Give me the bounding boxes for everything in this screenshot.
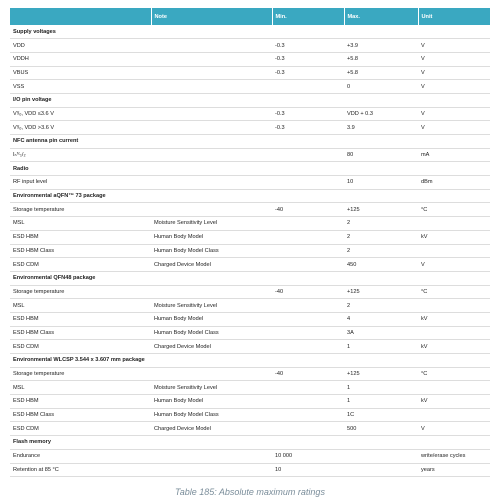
table-cell: °C (418, 367, 490, 381)
table-cell (272, 148, 344, 162)
table-cell (272, 395, 344, 409)
table-cell: VDD + 0.3 (344, 107, 418, 121)
table-cell: 450 (344, 258, 418, 272)
table-cell (151, 52, 272, 66)
table-cell: 10 (344, 176, 418, 190)
table-cell: 1C (344, 408, 418, 422)
table-cell: ESD HBM Class (10, 244, 151, 258)
table-cell (272, 244, 344, 258)
table-cell: V (418, 80, 490, 94)
section-title: NFC antenna pin current (10, 135, 490, 149)
table-cell: Human Body Model Class (151, 326, 272, 340)
table-row (10, 312, 490, 326)
section-header-row (10, 436, 490, 450)
table-row (10, 107, 490, 121)
table-cell (272, 230, 344, 244)
table-cell: ESD CDM (10, 340, 151, 354)
table-header (10, 8, 490, 25)
table-cell: V (418, 258, 490, 272)
section-title: Environmental QFN48 package (10, 271, 490, 285)
table-cell: V (418, 107, 490, 121)
table-cell: Storage temperature (10, 367, 151, 381)
table-cell: Endurance (10, 449, 151, 463)
table-cell: Charged Device Model (151, 422, 272, 436)
section-title: Environmental WLCSP 3.544 x 3.607 mm package (10, 354, 490, 368)
table-row (10, 230, 490, 244)
table-cell: 10 (272, 463, 344, 477)
table-caption: Table 185: Absolute maximum ratings (175, 487, 325, 497)
table-cell: -0.3 (272, 66, 344, 80)
table-row (10, 367, 490, 381)
table-cell (151, 176, 272, 190)
table-cell: V (418, 422, 490, 436)
table-cell (151, 203, 272, 217)
header-cell: Max. (344, 8, 418, 25)
section-title: Supply voltages (10, 25, 490, 39)
table-cell: Charged Device Model (151, 340, 272, 354)
table-cell (272, 408, 344, 422)
table-cell: 2 (344, 299, 418, 313)
table-cell (272, 340, 344, 354)
table-cell (151, 449, 272, 463)
table-cell: °C (418, 203, 490, 217)
table-row (10, 381, 490, 395)
table-cell: +3.9 (344, 39, 418, 53)
table-cell (418, 244, 490, 258)
table-cell (151, 367, 272, 381)
table-cell: -0.3 (272, 121, 344, 135)
table-cell (272, 258, 344, 272)
table-cell (151, 148, 272, 162)
table-cell: Moisture Sensitivity Level (151, 299, 272, 313)
table-cell: VDDH (10, 52, 151, 66)
header-cell (10, 8, 151, 25)
table-cell: kV (418, 230, 490, 244)
section-header-row (10, 135, 490, 149)
table-cell: 3A (344, 326, 418, 340)
table-cell: years (418, 463, 490, 477)
table-cell: -0.3 (272, 52, 344, 66)
header-cell: Min. (272, 8, 344, 25)
table-cell: kV (418, 312, 490, 326)
table-cell (272, 299, 344, 313)
section-header-row (10, 271, 490, 285)
table-cell: mA (418, 148, 490, 162)
table-cell: V (418, 66, 490, 80)
table-cell (344, 449, 418, 463)
header-row (10, 8, 490, 25)
table-cell (151, 121, 272, 135)
section-header-row (10, 189, 490, 203)
table-cell: Human Body Model Class (151, 408, 272, 422)
table-row (10, 80, 490, 94)
table-row (10, 176, 490, 190)
table-row (10, 285, 490, 299)
table-cell: +125 (344, 285, 418, 299)
table-cell: write/erase cycles (418, 449, 490, 463)
table-row (10, 408, 490, 422)
table-cell: Human Body Model Class (151, 244, 272, 258)
table-cell: V (418, 39, 490, 53)
section-title: I/O pin voltage (10, 93, 490, 107)
header-cell: Note (151, 8, 272, 25)
table-cell: 80 (344, 148, 418, 162)
table-cell: 3.9 (344, 121, 418, 135)
table-cell: VDD (10, 39, 151, 53)
table-cell (418, 217, 490, 231)
table-cell (418, 299, 490, 313)
section-title: Radio (10, 162, 490, 176)
table-row (10, 121, 490, 135)
table-cell: Storage temperature (10, 203, 151, 217)
table-cell: ESD HBM Class (10, 408, 151, 422)
table-cell: Human Body Model (151, 395, 272, 409)
table-cell (418, 326, 490, 340)
table-cell: 2 (344, 230, 418, 244)
table-cell: Charged Device Model (151, 258, 272, 272)
table-cell: 2 (344, 244, 418, 258)
table-cell: ESD HBM (10, 230, 151, 244)
table-cell: V (418, 121, 490, 135)
table-cell: Iₙᶠᶜ₁/₂ (10, 148, 151, 162)
table-row (10, 39, 490, 53)
table-cell: +5.8 (344, 52, 418, 66)
ratings-table (10, 8, 491, 477)
table-cell: °C (418, 285, 490, 299)
table-cell (272, 422, 344, 436)
section-header-row (10, 93, 490, 107)
table-cell: ESD HBM (10, 312, 151, 326)
table-cell (272, 312, 344, 326)
table-cell: 10 000 (272, 449, 344, 463)
table-cell: kV (418, 395, 490, 409)
table-row (10, 52, 490, 66)
table-row (10, 203, 490, 217)
table-cell: 4 (344, 312, 418, 326)
table-cell: MSL (10, 299, 151, 313)
table-cell: 2 (344, 217, 418, 231)
table-cell (151, 39, 272, 53)
table-cell (272, 326, 344, 340)
table-cell: +5.8 (344, 66, 418, 80)
table-cell (151, 285, 272, 299)
table-body (10, 25, 490, 477)
table-cell: VSS (10, 80, 151, 94)
section-header-row (10, 354, 490, 368)
table-cell: kV (418, 340, 490, 354)
header-cell: Unit (418, 8, 490, 25)
table-cell (151, 66, 272, 80)
table-cell: 1 (344, 381, 418, 395)
table-cell (151, 107, 272, 121)
table-row (10, 449, 490, 463)
table-cell: Vᴵ/ₒ, VDD ≤3.6 V (10, 107, 151, 121)
table-cell: ESD HBM Class (10, 326, 151, 340)
table-cell (344, 463, 418, 477)
table-cell (272, 80, 344, 94)
table-row (10, 258, 490, 272)
table-cell: Storage temperature (10, 285, 151, 299)
table-cell: 1 (344, 395, 418, 409)
table-cell: Vᴵ/ₒ, VDD >3.6 V (10, 121, 151, 135)
table-cell: 1 (344, 340, 418, 354)
table-cell: RF input level (10, 176, 151, 190)
table-cell: ESD CDM (10, 422, 151, 436)
table-cell: dBm (418, 176, 490, 190)
section-header-row (10, 25, 490, 39)
table-cell (272, 176, 344, 190)
table-cell: -0.3 (272, 107, 344, 121)
table-cell: ESD CDM (10, 258, 151, 272)
table-cell: -40 (272, 367, 344, 381)
table-row (10, 148, 490, 162)
table-cell: Retention at 85 °C (10, 463, 151, 477)
table-row (10, 326, 490, 340)
table-cell: Human Body Model (151, 230, 272, 244)
table-cell: VBUS (10, 66, 151, 80)
table-cell: ESD HBM (10, 395, 151, 409)
table-row (10, 422, 490, 436)
table-cell: MSL (10, 381, 151, 395)
table-cell (418, 408, 490, 422)
table-row (10, 217, 490, 231)
table-cell: +125 (344, 367, 418, 381)
table-row (10, 395, 490, 409)
section-title: Flash memory (10, 436, 490, 450)
table-cell: Moisture Sensitivity Level (151, 217, 272, 231)
table-cell (418, 381, 490, 395)
table-cell (151, 80, 272, 94)
table-cell: -40 (272, 203, 344, 217)
table-row (10, 66, 490, 80)
section-title: Environmental aQFN™ 73 package (10, 189, 490, 203)
table-cell: -40 (272, 285, 344, 299)
table-cell (151, 463, 272, 477)
table-row (10, 340, 490, 354)
table-cell: Moisture Sensitivity Level (151, 381, 272, 395)
table-cell (272, 217, 344, 231)
table-cell: Human Body Model (151, 312, 272, 326)
table-cell (272, 381, 344, 395)
table-cell: 500 (344, 422, 418, 436)
table-row (10, 463, 490, 477)
table-cell: +125 (344, 203, 418, 217)
table-row (10, 299, 490, 313)
section-header-row (10, 162, 490, 176)
table-cell: V (418, 52, 490, 66)
table-row (10, 244, 490, 258)
table-cell: 0 (344, 80, 418, 94)
table-cell: -0.3 (272, 39, 344, 53)
table-cell: MSL (10, 217, 151, 231)
